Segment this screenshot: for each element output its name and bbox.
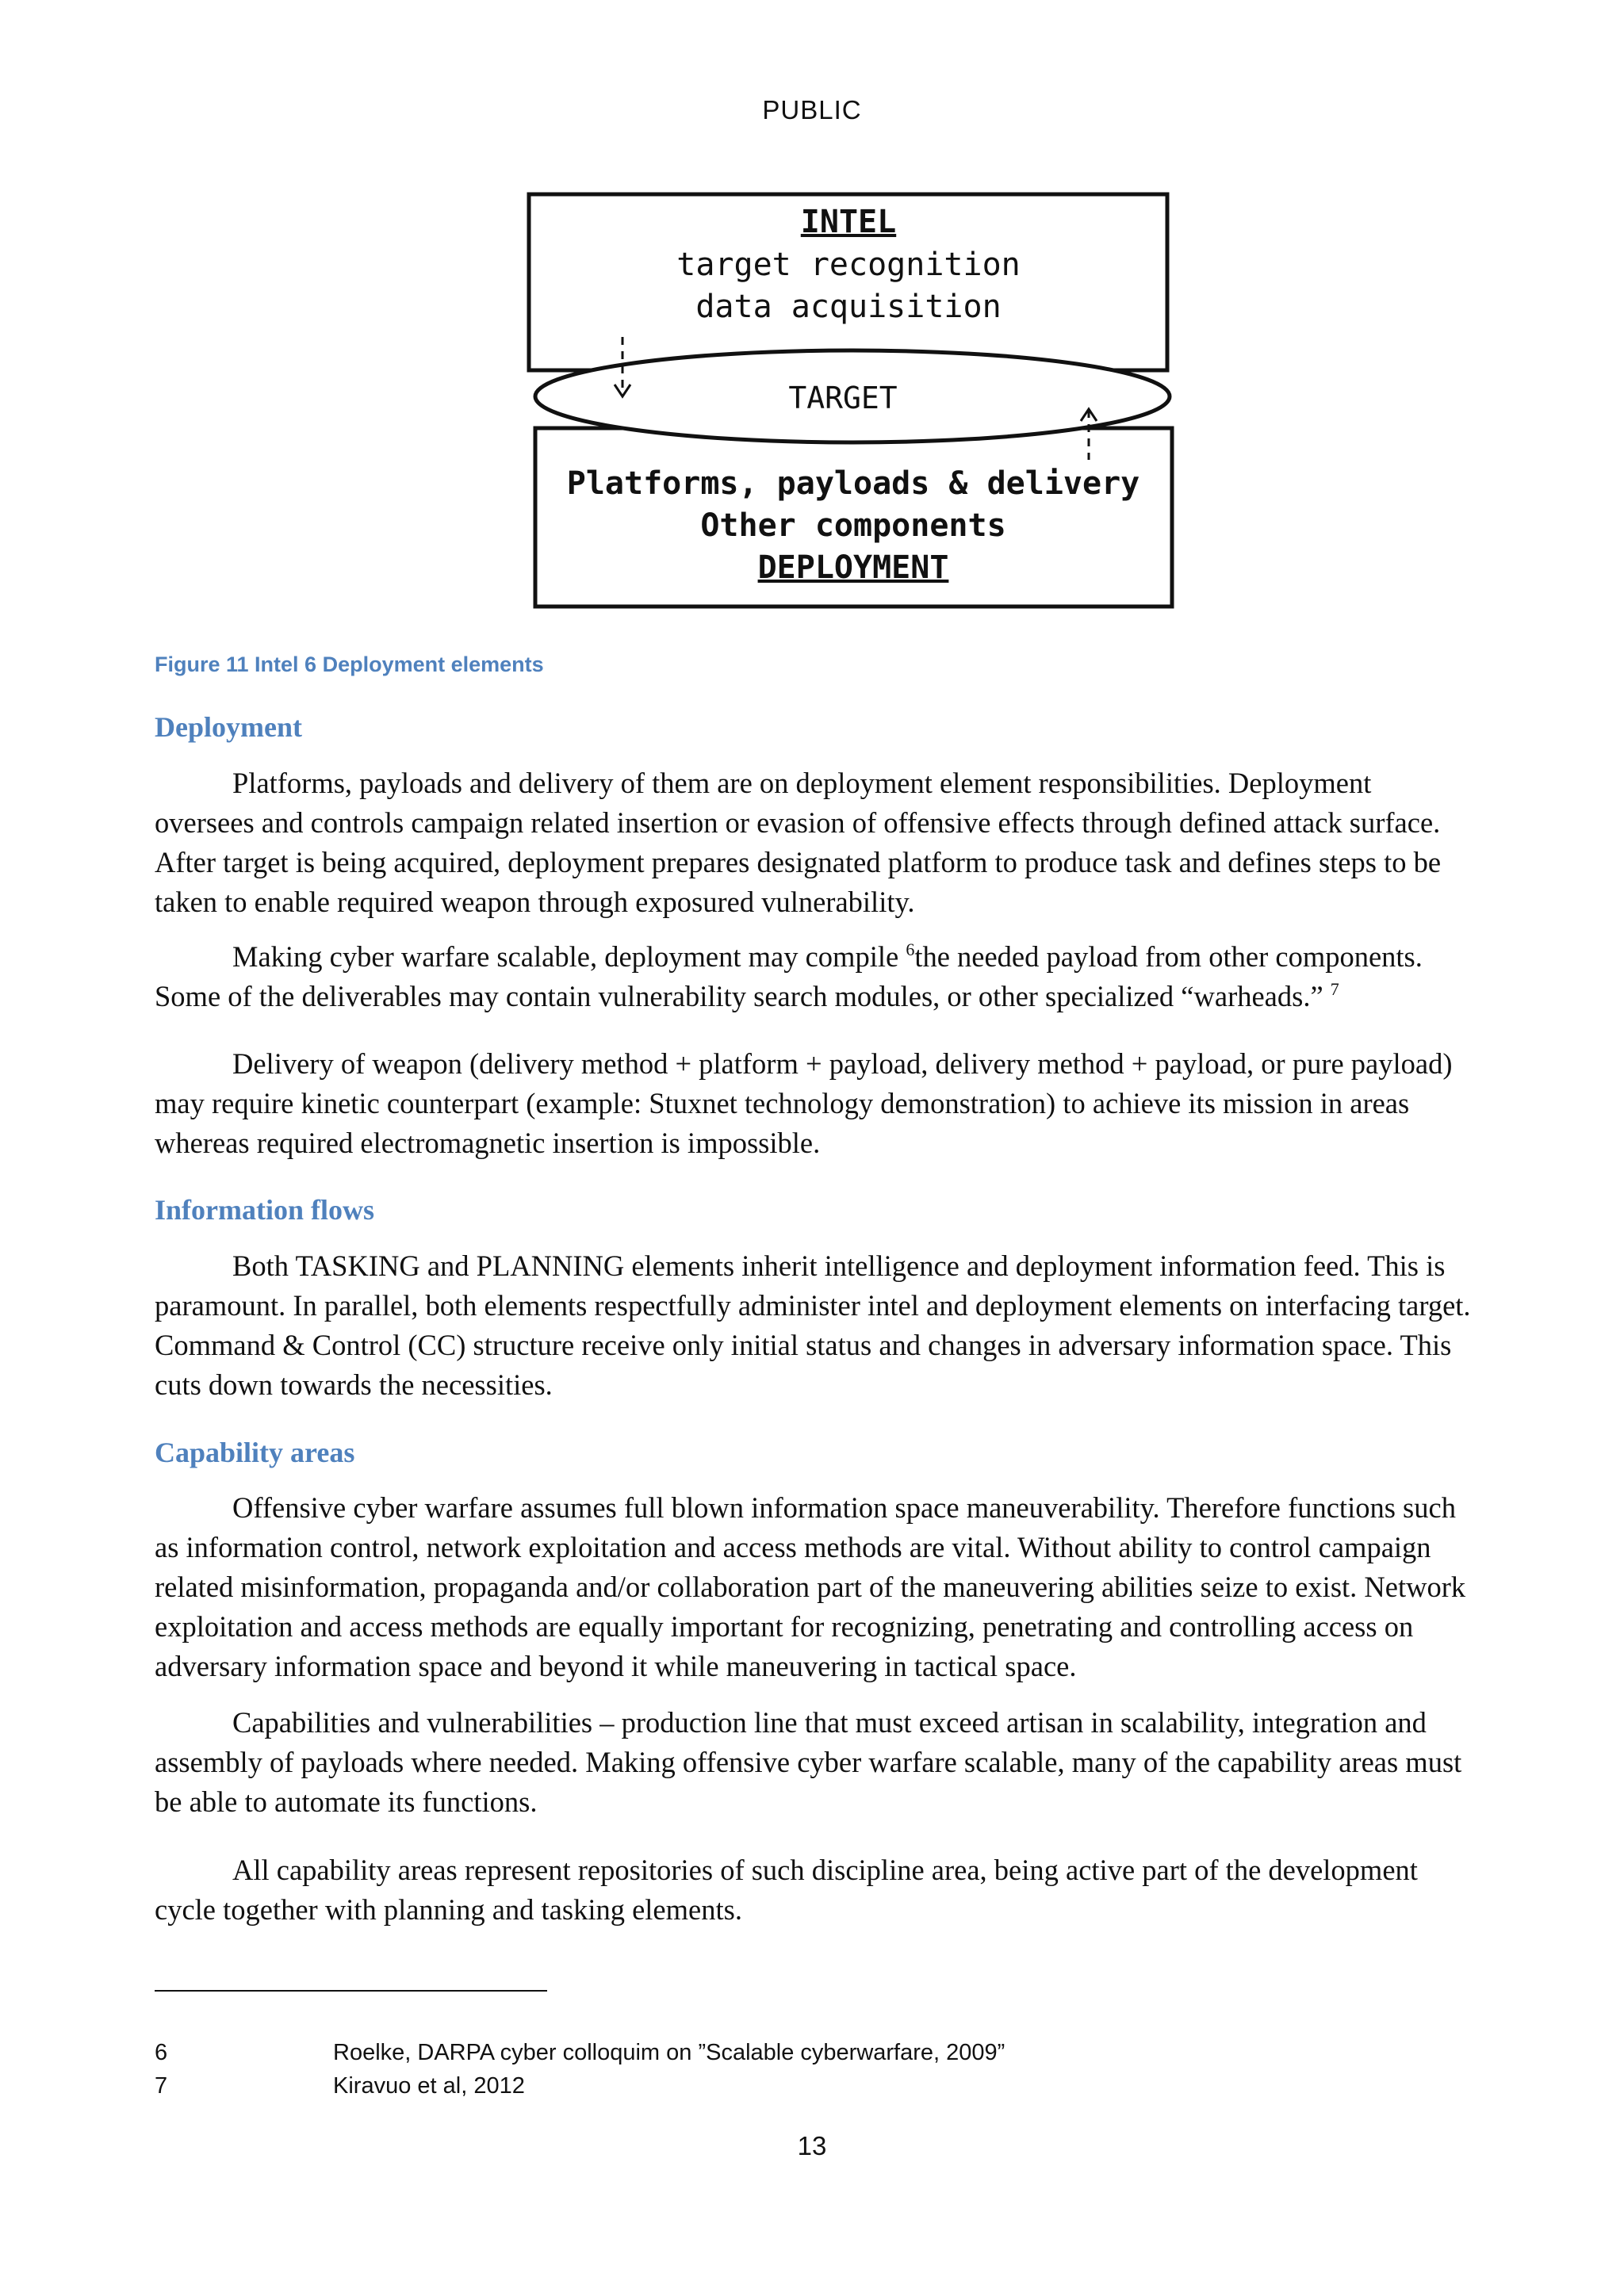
page-number: 13 (797, 2131, 827, 2160)
footnote-text: Kiravuo et al, 2012 (333, 2073, 525, 2099)
capability-areas-paragraph-3: All capability areas represent repositories of such discipline area, being active part of the development cycle together with planning and tasking elements. (155, 1854, 1418, 1926)
page-header: PUBLIC (762, 95, 862, 124)
footnote-text: Roelke, DARPA cyber colloquim on ”Scalable cyberwarfare, 2009” (333, 2040, 1005, 2065)
heading-deployment: Deployment (155, 711, 302, 743)
deployment-paragraph-3: Delivery of weapon (delivery method + platform + payload, delivery method + payload, or pure payload) may require kinetic counterpart (example: Stuxnet technology demonstration) to achieve its mission in areas whereas required electromagnetic insertion is impossible. (155, 1047, 1453, 1159)
deployment-paragraph-2-text-a: Making cyber warfare scalable, deployment may compile (232, 940, 906, 973)
footnote-number: 7 (155, 2073, 168, 2099)
target-label: TARGET (788, 381, 898, 415)
deployment-paragraph-2 (155, 937, 1471, 1016)
footnote-6 (155, 2040, 1265, 2066)
footnote-ref-7: 7 (1330, 979, 1339, 999)
footnote-7 (155, 2073, 1265, 2099)
footnote-separator (155, 1990, 547, 1992)
figure-caption: Figure 11 Intel 6 Deployment elements (155, 652, 544, 676)
heading-capability-areas: Capability areas (155, 1437, 355, 1468)
deployment-title: DEPLOYMENT (757, 549, 949, 586)
intel-deployment-diagram (523, 186, 1182, 614)
deployment-line-2: Other components (700, 507, 1006, 544)
deployment-line-1: Platforms, payloads & delivery (566, 465, 1140, 502)
deployment-paragraph-2-text-b: the needed payload from other components. Some of the deliverables may contain vulnerability search modules, or other specialized “warheads.” (155, 940, 1423, 1012)
capability-areas-paragraph-1: Offensive cyber warfare assumes full blown information space maneuverability. Therefore functions such as information control, network exploitation and access methods are vital. Without ability to control campaign related misinformation, propaganda and/or collaboration part of the maneuvering abilities seize to exist. Network exploitation and access methods are equally important for recognizing, penetrating and controlling access on adversary information space and beyond it while maneuvering in tactical space. (155, 1491, 1466, 1682)
information-flows-paragraph: Both TASKING and PLANNING elements inherit intelligence and deployment information feed. This is paramount. In parallel, both elements respectfully administer intel and deployment elements on interfacing target. Command & Control (CC) structure receive only initial status and changes in adversary information space. This cuts down towards the necessities. (155, 1249, 1471, 1401)
footnote-number: 6 (155, 2040, 168, 2065)
heading-information-flows: Information flows (155, 1194, 374, 1226)
capability-areas-paragraph-2: Capabilities and vulnerabilities – production line that must exceed artisan in scalability, integration and assembly of payloads where needed. Making offensive cyber warfare scalable, many of the capability areas must be able to automate its functions. (155, 1706, 1462, 1818)
intel-line-2: data acquisition (695, 289, 1002, 325)
deployment-paragraph-1: Platforms, payloads and delivery of them are on deployment element responsibilities. Deployment oversees and controls campaign related insertion or evasion of offensive effects through defined attack surface. After target is being acquired, deployment prepares designated platform to produce task and defines steps to be taken to enable required weapon through exposured vulnerability. (155, 767, 1442, 918)
intel-title: INTEL (800, 204, 897, 240)
intel-line-1: target recognition (676, 247, 1021, 283)
footnote-ref-6: 6 (906, 939, 915, 959)
diagram-svg (523, 186, 1182, 614)
